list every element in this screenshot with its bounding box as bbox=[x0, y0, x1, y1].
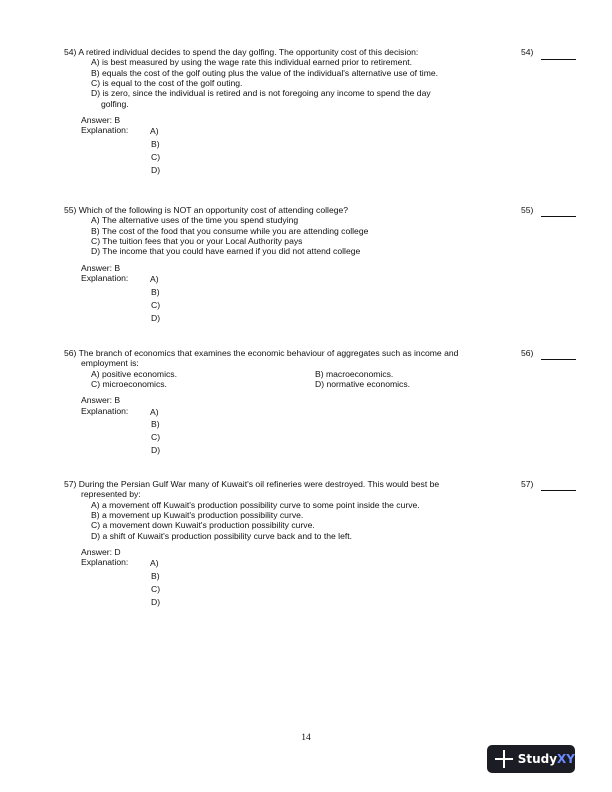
q54-expl-b: B) bbox=[151, 139, 160, 150]
q54-option-d: D) is zero, since the individual is retired and is not foregoing any income to spend the day bbox=[91, 88, 431, 99]
q54-answer-blank[interactable] bbox=[541, 59, 576, 60]
q54-option-d-cont: golfing. bbox=[101, 98, 129, 109]
q57-expl-b: B) bbox=[151, 571, 160, 582]
q57-option-a: A) a movement off Kuwait's production possibility curve to some point inside the curve. bbox=[91, 499, 420, 510]
q55-option-d: D) The income that you could have earned if you did not attend college bbox=[91, 246, 361, 257]
q55-explanation-label: Explanation: bbox=[81, 272, 129, 283]
q56-option-c: C) microeconomics. bbox=[91, 378, 167, 389]
q55-number: 55) bbox=[521, 205, 534, 215]
plus-icon bbox=[493, 748, 515, 770]
q55-answer-blank[interactable] bbox=[541, 216, 576, 217]
q54-number: 54) bbox=[521, 47, 534, 57]
q54-expl-d: D) bbox=[151, 164, 161, 175]
q56-stem: 56) The branch of economics that examines the economic behaviour of aggregates such as income and bbox=[64, 348, 459, 358]
q57-answer-blank[interactable] bbox=[541, 490, 576, 491]
q55-explanation bbox=[64, 273, 514, 325]
q57-number: 57) bbox=[521, 479, 534, 489]
q54-explanation-label: Explanation: bbox=[81, 125, 129, 136]
q57-stem: 57) During the Persian Gulf War many of Kuwait's oil refineries were destroyed. This would best be bbox=[64, 479, 440, 489]
q54-stem: 54) A retired individual decides to spend the day golfing. The opportunity cost of this decision: bbox=[64, 47, 419, 57]
q56-expl-a: A) bbox=[150, 406, 159, 417]
q55-option-c: C) The tuition fees that you or your Local Authority pays bbox=[91, 235, 303, 246]
q54-answer: Answer: B bbox=[81, 114, 121, 125]
q56-expl-c: C) bbox=[151, 432, 161, 443]
q55-stem: 55) Which of the following is NOT an opportunity cost of attending college? bbox=[64, 205, 349, 215]
q57-option-c: C) a movement down Kuwait's production possibility curve. bbox=[91, 520, 315, 531]
q55-expl-c: C) bbox=[151, 299, 161, 310]
q56-stem-cont: employment is: bbox=[81, 358, 139, 369]
q55-expl-d: D) bbox=[151, 312, 161, 323]
q56-option-d: D) normative economics. bbox=[315, 378, 411, 389]
q56-expl-b: B) bbox=[151, 419, 160, 430]
q57-stem-cont: represented by: bbox=[81, 489, 141, 500]
q56-explanation-label: Explanation: bbox=[81, 405, 129, 416]
q56-option-b: B) macroeconomics. bbox=[315, 368, 394, 379]
q57-expl-a: A) bbox=[150, 558, 159, 569]
q55-answer: Answer: B bbox=[81, 262, 121, 273]
q56-expl-d: D) bbox=[151, 445, 161, 456]
q54-expl-a: A) bbox=[150, 126, 159, 137]
q55-option-a: A) The alternative uses of the time you spend studying bbox=[91, 215, 299, 226]
q57-answer: Answer: D bbox=[81, 546, 121, 557]
badge-text-suffix: XY bbox=[557, 751, 575, 766]
q56-answer-blank[interactable] bbox=[541, 359, 576, 360]
q54-option-b: B) equals the cost of the golf outing plus the value of the individual's alternative use of time. bbox=[91, 67, 439, 78]
q54-option-a: A) is best measured by using the wage rate this individual earned prior to retirement. bbox=[91, 57, 412, 68]
question-54 bbox=[64, 47, 514, 177]
q56-options-row-2 bbox=[64, 379, 514, 389]
q55-expl-b: B) bbox=[151, 286, 160, 297]
page-number: 14 bbox=[301, 733, 311, 743]
q57-explanation-label: Explanation: bbox=[81, 557, 129, 568]
q57-option-d: D) a shift of Kuwait's production possibility curve back and to the left. bbox=[91, 530, 353, 541]
q57-option-b: B) a movement up Kuwait's production possibility curve. bbox=[91, 509, 304, 520]
question-57 bbox=[64, 479, 514, 609]
q55-option-b: B) The cost of the food that you consume while you are attending college bbox=[91, 225, 369, 236]
q57-explanation bbox=[64, 557, 514, 609]
question-55 bbox=[64, 205, 514, 324]
q54-explanation bbox=[64, 125, 514, 177]
badge-text-prefix: Study bbox=[517, 751, 558, 766]
q56-options-row-1 bbox=[64, 369, 514, 379]
q56-explanation bbox=[64, 406, 514, 458]
q57-expl-d: D) bbox=[151, 596, 161, 607]
q54-expl-c: C) bbox=[151, 151, 161, 162]
q54-option-c: C) is equal to the cost of the golf outing. bbox=[91, 77, 243, 88]
q56-option-a: A) positive economics. bbox=[91, 368, 177, 379]
q56-number: 56) bbox=[521, 348, 534, 358]
q56-answer: Answer: B bbox=[81, 395, 121, 406]
question-56 bbox=[64, 348, 514, 457]
studyxy-badge[interactable] bbox=[487, 745, 575, 773]
q57-expl-c: C) bbox=[151, 583, 161, 594]
q55-expl-a: A) bbox=[150, 273, 159, 284]
